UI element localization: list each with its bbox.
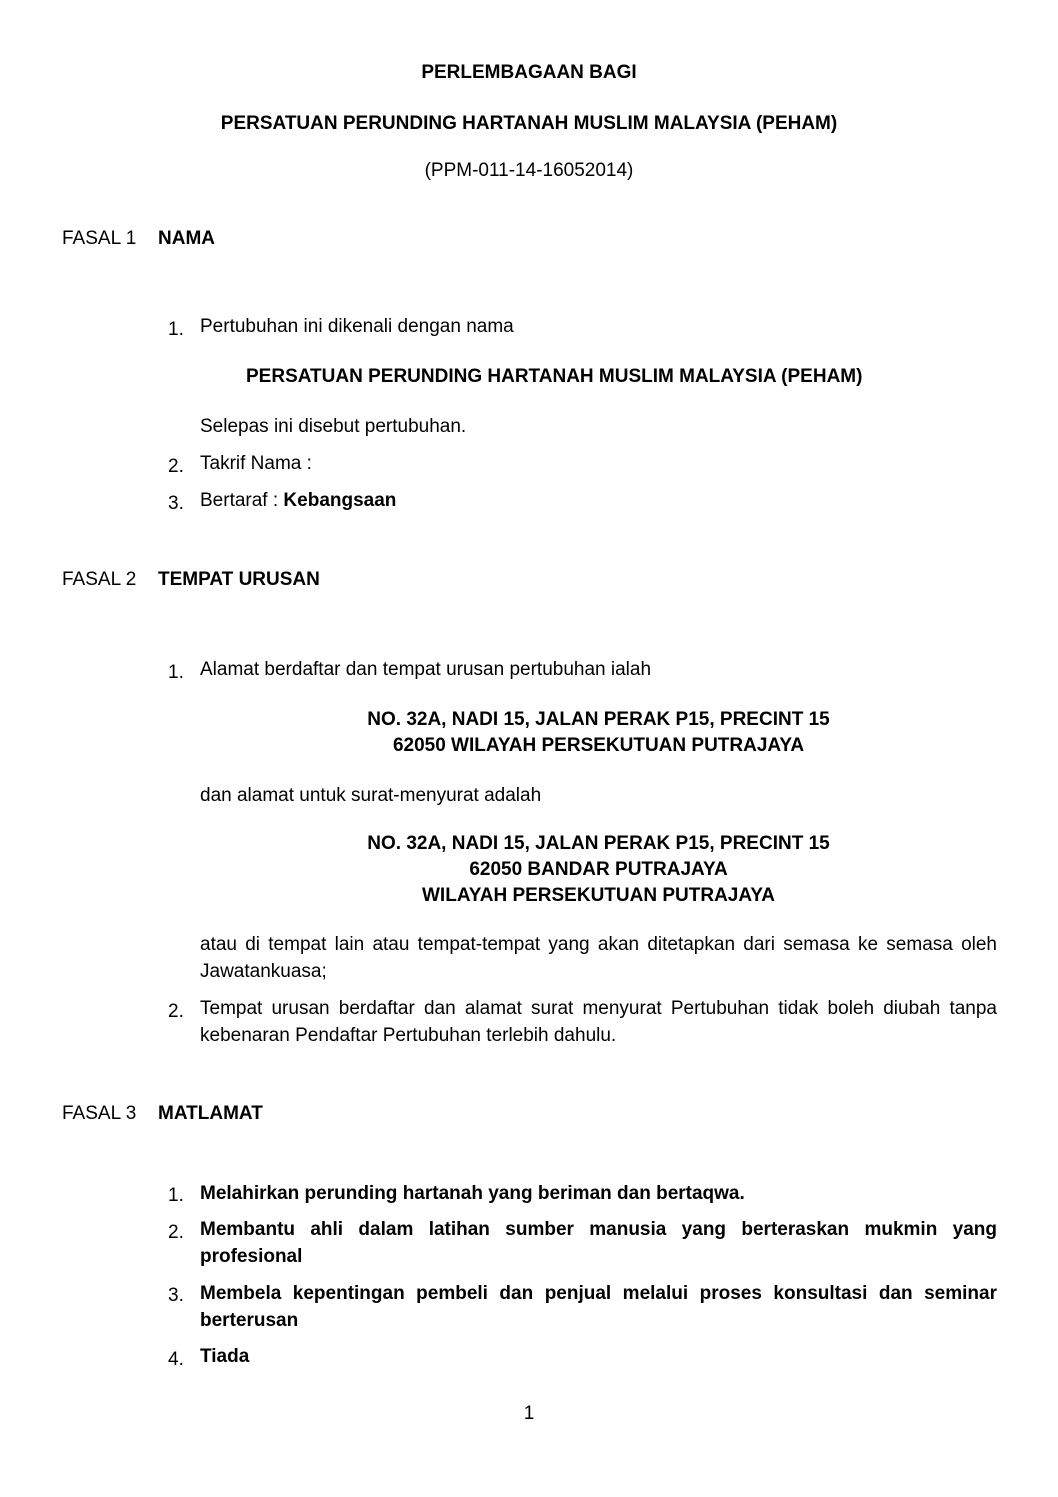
fasal-3-item-1-text: Melahirkan perunding hartanah yang beriman dan bertaqwa. xyxy=(200,1183,745,1204)
fasal-3-item-2-number: 2. xyxy=(168,1222,184,1243)
fasal-3-item-3-text: Membela kepentingan pembeli dan penjual melalui proses konsultasi dan seminar berterusan xyxy=(200,1283,997,1331)
organization-title: PERSATUAN PERUNDING HARTANAH MUSLIM MALAYSIA (PEHAM) xyxy=(220,113,838,134)
fasal-1-item-1-text: Pertubuhan ini dikenali dengan nama xyxy=(200,316,514,337)
mailing-address xyxy=(200,831,997,909)
mailing-address-line-1: NO. 32A, NADI 15, JALAN PERAK P15, PRECINT 15 xyxy=(367,833,830,854)
fasal-1-org-name: PERSATUAN PERUNDING HARTANAH MUSLIM MALAYSIA (PEHAM) xyxy=(246,366,863,387)
fasal-2-item-2-number: 2. xyxy=(168,1001,184,1022)
registered-address-line-1: NO. 32A, NADI 15, JALAN PERAK P15, PRECINT 15 xyxy=(367,709,830,730)
fasal-3-item-1-number: 1. xyxy=(168,1185,184,1206)
fasal-3-label: FASAL 3 xyxy=(62,1103,137,1124)
fasal-3-item-2-text: Membantu ahli dalam latihan sumber manusia yang berteraskan mukmin yang profesional xyxy=(200,1219,997,1267)
fasal-3-item-4-number: 4. xyxy=(168,1349,184,1370)
fasal-1-title: NAMA xyxy=(158,228,215,249)
fasal-1-item-3 xyxy=(200,490,997,512)
fasal-2-title: TEMPAT URUSAN xyxy=(158,569,320,590)
registered-address-line-2: 62050 WILAYAH PERSEKUTUAN PUTRAJAYA xyxy=(392,735,805,756)
fasal-1-item-3-number: 3. xyxy=(168,493,184,514)
fasal-3-item-3-number: 3. xyxy=(168,1285,184,1306)
fasal-3-item-4-text: Tiada xyxy=(200,1346,250,1367)
other-place-clause: atau di tempat lain atau tempat-tempat yang akan ditetapkan dari semasa ke semasa oleh Jawatankuasa; xyxy=(200,934,997,982)
fasal-1-item-2-text: Takrif Nama : xyxy=(200,453,312,474)
mailing-address-line-2: 62050 BANDAR PUTRAJAYA xyxy=(469,859,728,880)
mailing-address-intro: dan alamat untuk surat-menyurat adalah xyxy=(200,785,542,806)
fasal-1-item-3-text: Bertaraf : xyxy=(200,490,284,511)
fasal-2-label: FASAL 2 xyxy=(62,569,137,590)
fasal-1-after-name: Selepas ini disebut pertubuhan. xyxy=(200,416,467,437)
registered-address xyxy=(200,707,997,759)
fasal-2-item-1-number: 1. xyxy=(168,662,184,683)
fasal-2-item-2-text: Tempat urusan berdaftar dan alamat surat menyurat Pertubuhan tidak boleh diubah tanpa kebenaran Pendaftar Pertubuhan terlebih dahulu. xyxy=(200,998,997,1046)
document-title: PERLEMBAGAAN BAGI xyxy=(421,62,637,83)
fasal-1-item-3-status: Kebangsaan xyxy=(283,490,397,511)
fasal-3-title: MATLAMAT xyxy=(158,1103,263,1124)
fasal-1-item-2-number: 2. xyxy=(168,456,184,477)
fasal-2-item-1-text: Alamat berdaftar dan tempat urusan pertubuhan ialah xyxy=(200,659,652,680)
fasal-1-item-1-number: 1. xyxy=(168,319,184,340)
page-number: 1 xyxy=(523,1403,535,1424)
mailing-address-line-3: WILAYAH PERSEKUTUAN PUTRAJAYA xyxy=(422,885,775,906)
fasal-1-label: FASAL 1 xyxy=(62,228,137,249)
registration-number: (PPM-011-14-16052014) xyxy=(424,160,634,181)
